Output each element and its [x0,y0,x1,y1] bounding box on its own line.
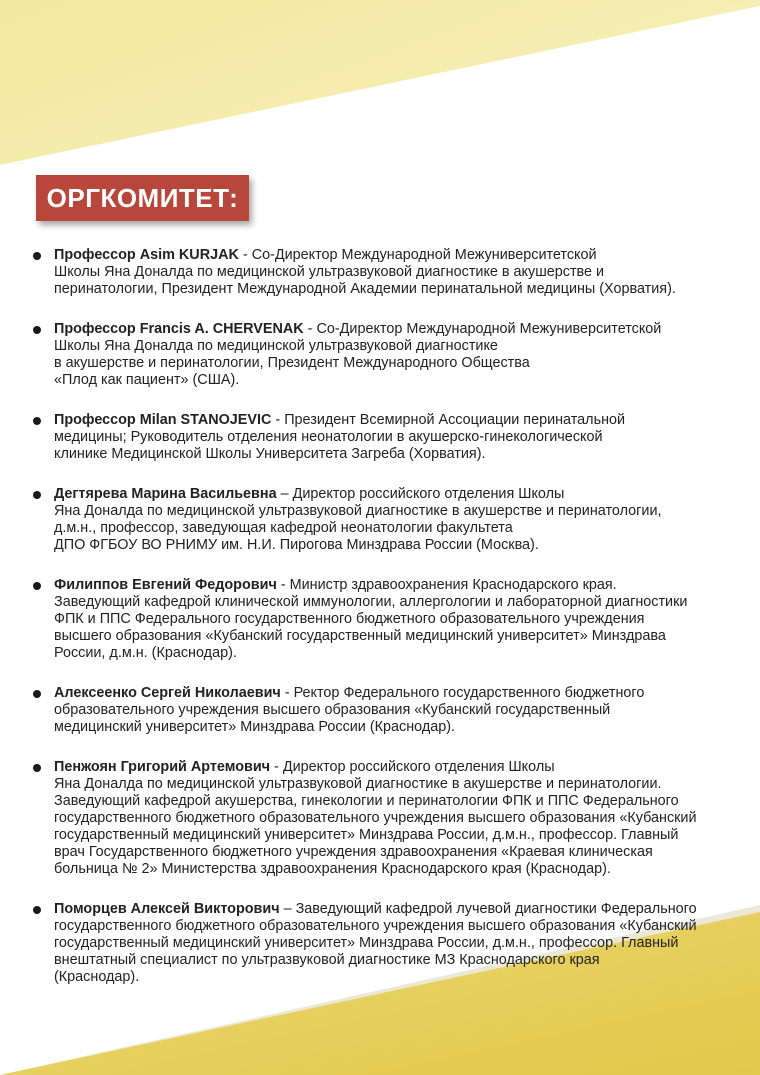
member-text-line: Школы Яна Доналда по медицинской ультразвуковой диагностике [54,338,498,354]
member-text-line: ФПК и ППС Федерального государственного бюджетного образовательного учреждения [54,611,645,627]
member-text-line [54,486,732,503]
bullet-icon [33,690,41,698]
top-yellow-band [0,0,760,165]
name-separator: - [238,247,252,263]
bullet-icon [33,764,41,772]
member-description: Заведующий кафедрой лучевой диагностики Федерального [295,901,697,917]
member-text-line: России, д.м.н. (Краснодар). [54,645,237,661]
bullet-icon [33,417,41,425]
member-text-line: государственного бюджетного образовательного учреждения высшего образования «Кубанский [54,918,697,934]
name-separator: - [303,321,317,337]
member-description: Ректор Федерального государственного бюджетного [293,685,645,701]
member-description: Директор российского отделения Школы [292,486,565,502]
member-text-line: врач Государственного бюджетного учреждения здравоохранения «Краевая клиническая [54,844,653,860]
bullet-icon [33,252,41,260]
committee-member [32,685,732,736]
committee-member [32,412,732,463]
member-text-line: ДПО ФГБОУ ВО РНИМУ им. Н.И. Пирогова Минздрава России (Москва). [54,537,539,553]
member-text-line: «Плод как пациент» (США). [54,372,240,388]
member-name: Алексеенко Сергей Николаевич [54,685,281,701]
member-text-line: высшего образования «Кубанский государственный медицинский университет» Минздрава [54,628,666,644]
member-text-line: д.м.н., профессор, заведующая кафедрой неонатологии факультета [54,520,513,536]
member-text-line: государственный медицинский университет» Минздрава России, д.м.н., профессор. Главный [54,827,679,843]
committee-list [32,247,732,1009]
name-separator: - [270,759,283,775]
member-text-line: Заведующий кафедрой клинической иммунологии, аллергологии и лабораторной диагностики [54,594,688,610]
member-name: Филиппов Евгений Федорович [54,577,277,593]
member-text-line: Яна Доналда по медицинской ультразвуковой диагностике в акушерстве и перинатологии, [54,503,662,519]
committee-member [32,577,732,662]
name-separator: - [280,685,294,701]
member-text-line: образовательного учреждения высшего образования «Кубанский государственный [54,702,611,718]
name-separator: – [276,486,293,502]
member-text-line: медицинский университет» Минздрава России (Краснодар). [54,719,456,735]
member-text-line: Заведующий кафедрой акушерства, гинекологии и перинатологии ФПК и ППС Федерального [54,793,679,809]
committee-member [32,486,732,554]
member-text-line: (Краснодар). [54,969,140,985]
member-name: Поморцев Алексей Викторович [54,901,280,917]
member-description: Со-Директор Международной Межуниверситетской [316,321,662,337]
member-name: Дегтярева Марина Васильевна [54,486,277,502]
committee-member [32,321,732,389]
member-name: Пенжоян Григорий Артемович [54,759,271,775]
committee-member [32,759,732,878]
member-description: Директор российского отделения Школы [282,759,555,775]
member-text-line: государственного бюджетного образовательного учреждения высшего образования «Кубанский [54,810,697,826]
member-text-line: в акушерстве и перинатологии, Президент Международного Общества [54,355,530,371]
member-name: Профессор Asim KURJAK [54,247,239,263]
bullet-icon [33,582,41,590]
member-text-line [54,577,732,594]
member-text-line: перинатологии, Президент Международной Академии перинатальной медицины (Хорватия). [54,281,676,297]
bullet-icon [33,491,41,499]
name-separator: - [271,412,285,428]
member-text-line [54,247,732,264]
member-text-line: медицины; Руководитель отделения неонатологии в акушерско-гинекологической [54,429,603,445]
member-text-line: Школы Яна Доналда по медицинской ультразвуковой диагностике в акушерстве и [54,264,605,280]
member-text-line: внештатный специалист по ультразвуковой диагностике МЗ Краснодарского края [54,952,600,968]
member-text-line [54,321,732,338]
member-text-line: клинике Медицинской Школы Университета Загреба (Хорватия). [54,446,486,462]
name-separator: - [276,577,290,593]
committee-member [32,901,732,986]
member-description: Президент Всемирной Ассоциации перинатальной [284,412,626,428]
member-text-line [54,412,732,429]
member-text-line: Яна Доналда по медицинской ультразвуковой диагностике в акушерстве и перинатологии. [54,776,662,792]
member-text-line [54,901,732,918]
committee-member [32,247,732,298]
section-heading-text: ОРГКОМИТЕТ: [46,182,239,213]
member-text-line: государственный медицинский университет» Минздрава России, д.м.н., профессор. Главный [54,935,679,951]
bullet-icon [33,326,41,334]
member-text-line: больница № 2» Министерства здравоохранения Краснодарского края (Краснодар). [54,861,611,877]
member-description: Со-Директор Международной Межуниверситетской [251,247,597,263]
section-heading [36,175,249,221]
member-text-line [54,685,732,702]
member-name: Профессор Francis A. CHERVENAK [54,321,304,337]
member-description: Министр здравоохранения Краснодарского края. [289,577,617,593]
member-name: Профессор Milan STANOJEVIC [54,412,272,428]
member-text-line [54,759,732,776]
name-separator: – [279,901,296,917]
bullet-icon [33,906,41,914]
